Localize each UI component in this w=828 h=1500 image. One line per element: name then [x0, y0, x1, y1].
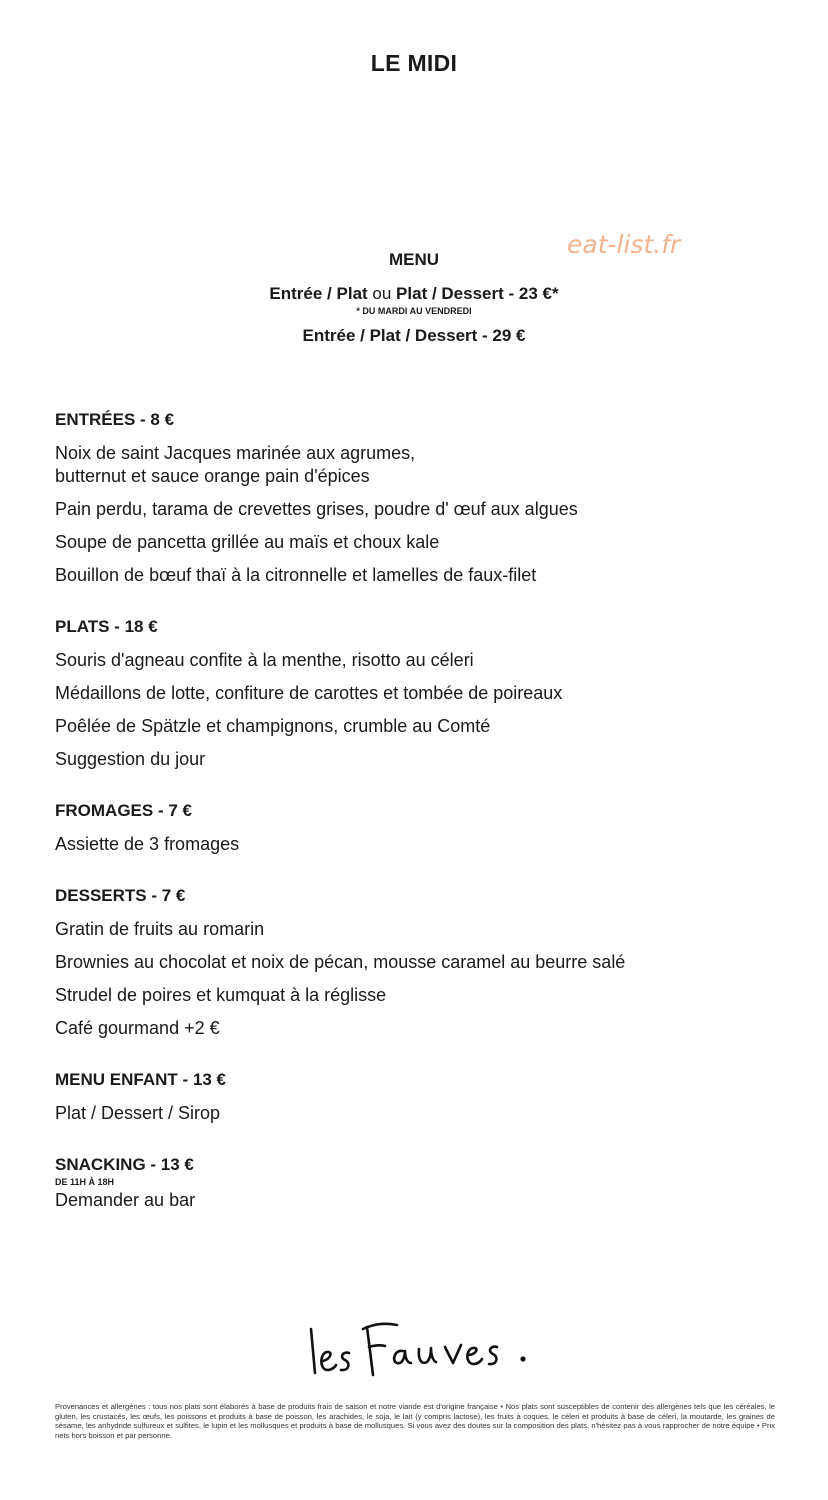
menu-item: Pain perdu, tarama de crevettes grises, poudre d' œuf aux algues: [55, 499, 578, 519]
formula-1-note: * DU MARDI AU VENDREDI: [356, 306, 472, 316]
allergen-footer: Provenances et allergènes : tous nos plats sont élaborés à base de produits frais de saison et notre viande est d'origine française • Nos plats sont susceptibles de contenir des allergènes tels que les céréales, le gluten, les crustacés, les œufs, les poissons et produits à base de poisson, les arachides, le soja, le lait (y compris lactose), les fruits à coques, le céleri et produits à base de céleri, la moutarde, les graines de sésame, les anhydride sulfureux et sulfites, le lupin et les mollusques et produits à base de mollusques. Si vous avez des doutes sur la composition des plats, n'hésitez pas à vous rapprocher de notre équipe • Prix nets hors boisson et par personne.: [55, 1402, 775, 1440]
menu-item: Soupe de pancetta grillée au maïs et choux kale: [55, 532, 440, 552]
menu-formula-1: [0, 284, 828, 304]
section-title: PLATS - 18 €: [55, 617, 158, 636]
menu-section: [55, 410, 795, 587]
menu-formulas: [0, 250, 828, 346]
menu-item: Strudel de poires et kumquat à la réglisse: [55, 985, 387, 1005]
formula-1-part-2: Plat / Dessert - 23 €*: [396, 284, 559, 303]
menu-item: Brownies au chocolat et noix de pécan, mousse caramel au beurre salé: [55, 952, 626, 972]
formula-2-text: Entrée / Plat / Dessert - 29 €: [302, 326, 526, 345]
menu-item: Plat / Dessert / Sirop: [55, 1103, 221, 1123]
menu-formula-2: [0, 326, 828, 346]
menu-section: [55, 1070, 795, 1125]
page-title: LE MIDI: [370, 50, 458, 76]
menu-item: Souris d'agneau confite à la menthe, risotto au céleri: [55, 650, 474, 670]
formula-1-part-1: Entrée / Plat: [269, 284, 368, 303]
menu-section: [55, 1155, 795, 1212]
menu-item: Bouillon de bœuf thaï à la citronnelle et lamelles de faux-filet: [55, 565, 537, 585]
menu-item: Suggestion du jour: [55, 749, 206, 769]
menu-item: Café gourmand +2 €: [55, 1018, 220, 1038]
menu-sections: [55, 410, 795, 1242]
menu-heading: MENU: [388, 250, 440, 269]
section-title: FROMAGES - 7 €: [55, 801, 192, 820]
signature-logo: [305, 1315, 535, 1385]
section-title: DESSERTS - 7 €: [55, 886, 186, 905]
menu-section: [55, 886, 795, 1040]
section-title: ENTRÉES - 8 €: [55, 410, 175, 429]
menu-item: Noix de saint Jacques marinée aux agrumes, butternut et sauce orange pain d'épices: [55, 443, 416, 486]
section-title: MENU ENFANT - 13 €: [55, 1070, 226, 1089]
formula-1-or: ou: [367, 284, 397, 303]
menu-section: [55, 617, 795, 771]
menu-item: Demander au bar: [55, 1190, 196, 1210]
menu-item: Gratin de fruits au romarin: [55, 919, 265, 939]
section-title: SNACKING - 13 €: [55, 1155, 194, 1174]
menu-section: [55, 801, 795, 856]
menu-item: Poêlée de Spätzle et champignons, crumble au Comté: [55, 716, 491, 736]
menu-item: Médaillons de lotte, confiture de carottes et tombée de poireaux: [55, 683, 563, 703]
section-note: DE 11H À 18H: [55, 1177, 115, 1187]
menu-item: Assiette de 3 fromages: [55, 834, 240, 854]
watermark: eat-list.fr: [567, 230, 681, 259]
